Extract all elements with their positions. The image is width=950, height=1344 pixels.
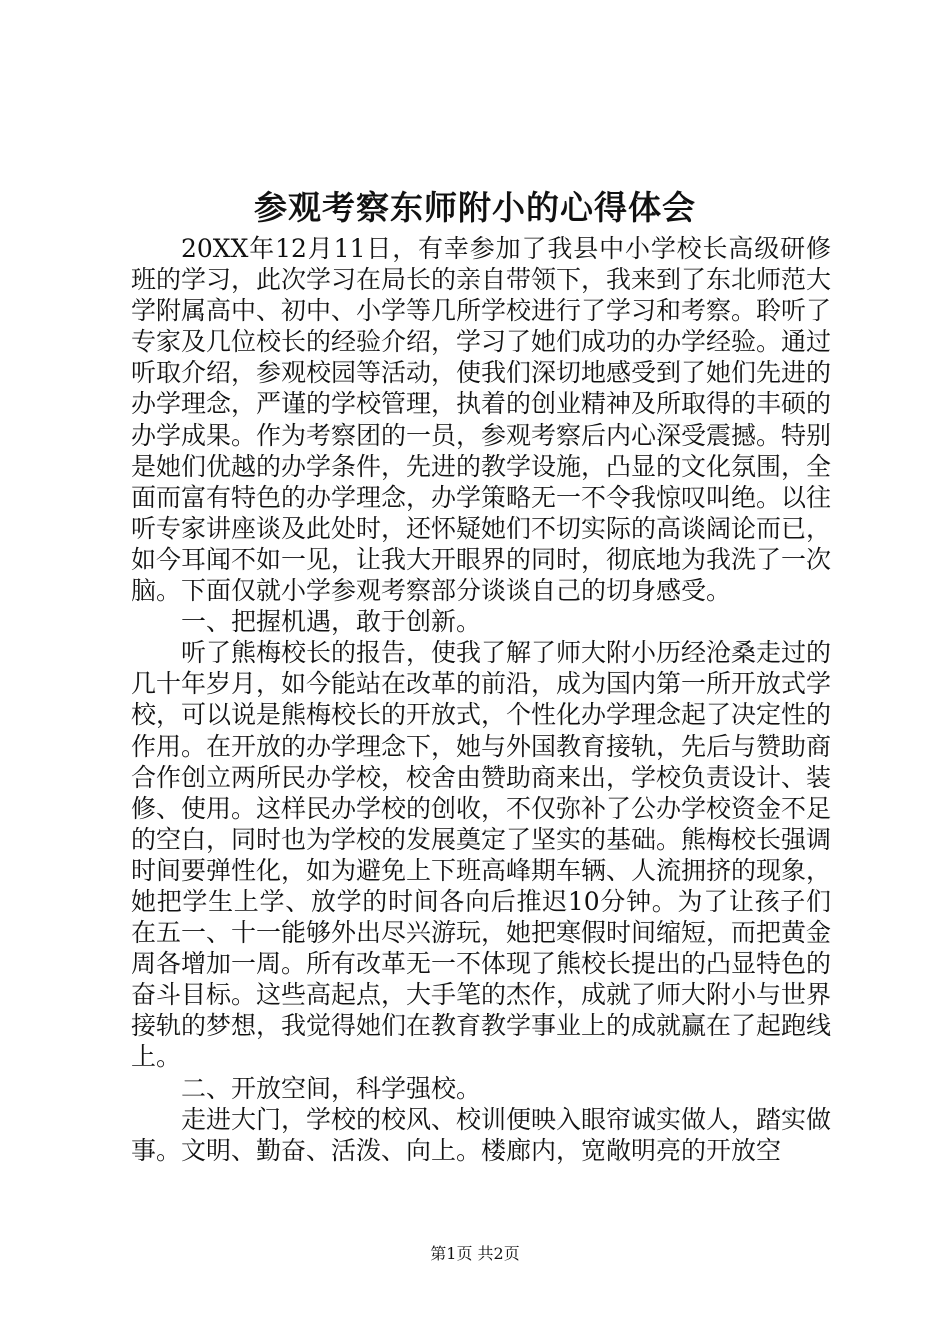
page-indicator: 第1页 共2页 <box>430 1244 520 1263</box>
document-body <box>131 233 831 1166</box>
section-heading-2: 二、开放空间，科学强校。 <box>181 1073 482 1103</box>
paragraph-section-2: 走进大门，学校的校风、校训便映入眼帘诚实做人，踏实做事。文明、勤奋、活泼、向上。楼廊内，宽敞明亮的开放空 <box>131 1104 832 1165</box>
paragraph-section-1: 听了熊梅校长的报告，使我了解了师大附小历经沧桑走过的几十年岁月，如今能站在改革的前沿，成为国内第一所开放式学校，可以说是熊梅校长的开放式，个性化办学理念起了决定性的作用。在开放的办学理念下，她与外国教育接轨，先后与赞助商合作创立两所民办学校，校舍由赞助商来出，学校负责设计、装修、使用。这样民办学校的创收，不仅弥补了公办学校资金不足的空白，同时也为学校的发展奠定了坚实的基础。熊梅校长强调时间要弹性化，如为避免上下班高峰期车辆、人流拥挤的现象，她把学生上学、放学的时间各向后推迟10分钟。为了让孩子们在五一、十一能够外出尽兴游玩，她把寒假时间缩短，而把黄金周各增加一周。所有改革无一不体现了熊校长提出的凸显特色的奋斗目标。这些高起点，大手笔的杰作，成就了师大附小与世界接轨的梦想，我觉得她们在教育教学事业上的成就赢在了起跑线上。 <box>131 638 832 1072</box>
paragraph-intro: 20XX年12月11日，有幸参加了我县中小学校长高级研修班的学习，此次学习在局长的亲自带领下，我来到了东北师范大学附属高中、初中、小学等几所学校进行了学习和考察。聆听了专家及几位校长的经验介绍，学习了她们成功的办学经验。通过听取介绍，参观校园等活动，使我们深切地感受到了她们先进的办学理念，严谨的学校管理，执着的创业精神及所取得的丰硕的办学成果。作为考察团的一员，参观考察后内心深受震撼。特别是她们优越的办学条件，先进的教学设施，凸显的文化氛围，全面而富有特色的办学理念，办学策略无一不令我惊叹叫绝。以往听专家讲座谈及此处时，还怀疑她们不切实际的高谈阔论而已，如今耳闻不如一见，让我大开眼界的同时，彻底地为我洗了一次脑。下面仅就小学参观考察部分谈谈自己的切身感受。 <box>131 234 832 606</box>
section-heading-1: 一、把握机遇，敢于创新。 <box>181 607 482 637</box>
document-title: 参观考察东师附小的心得体会 <box>254 188 696 227</box>
